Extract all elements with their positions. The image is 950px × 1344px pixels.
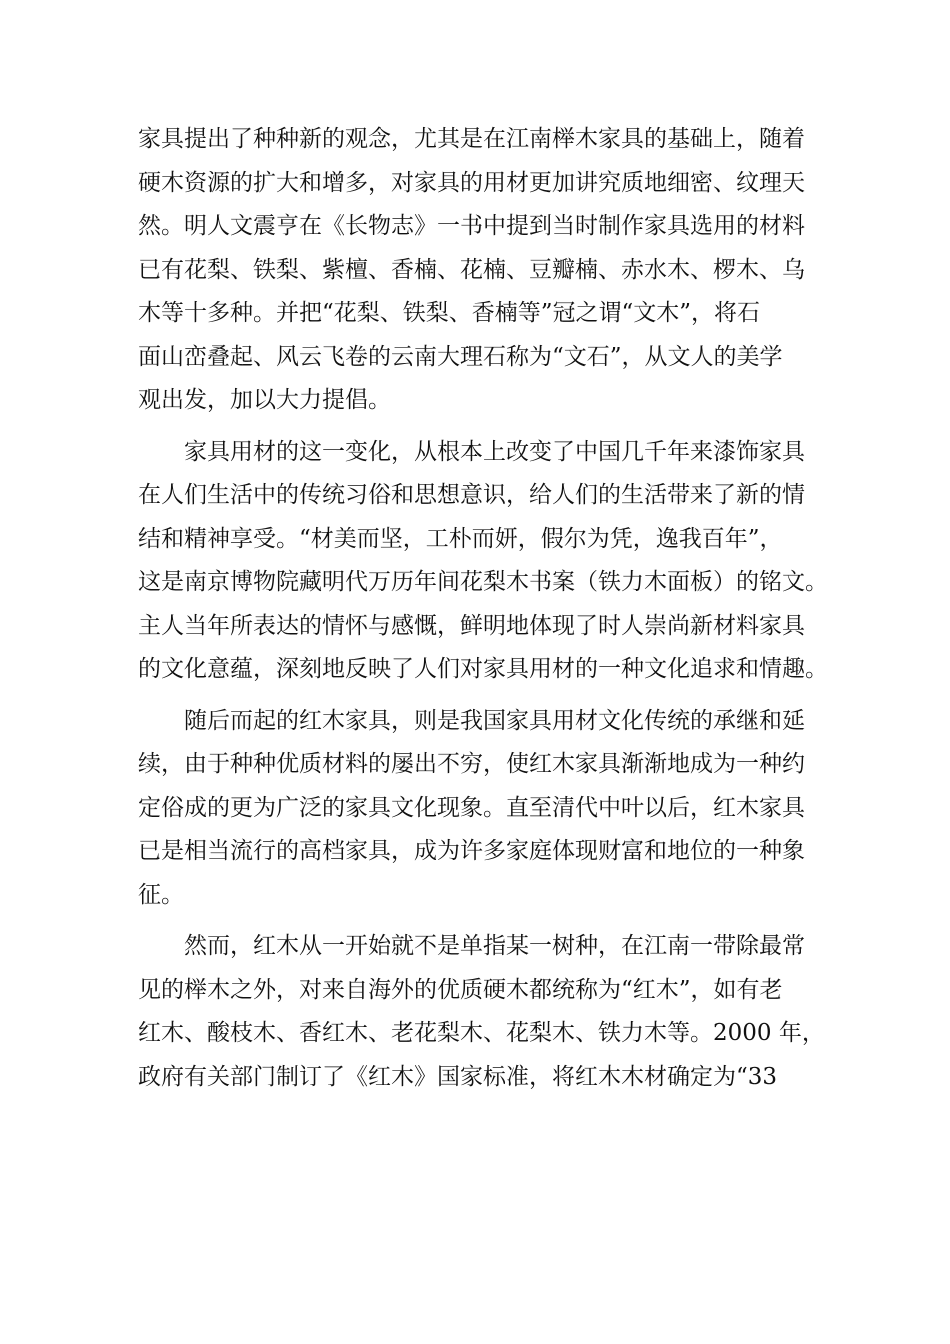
paragraph-3 [138,700,838,918]
paragraph-spacer [138,917,838,925]
text-line: 已有花梨、铁梨、紫檀、香楠、花楠、豆瓣楠、赤水木、椤木、乌 [138,256,805,283]
paragraph-2 [138,431,838,692]
text-line: 随后而起的红木家具，则是我国家具用材文化传统的承继和延 [184,707,805,734]
text-line: 征。 [138,881,184,908]
text-line: 家具用材的这一变化，从根本上改变了中国几千年来漆饰家具 [184,438,805,465]
text-line: 主人当年所表达的情怀与感慨，鲜明地体现了时人崇尚新材料家具 [138,612,805,639]
text-line: 定俗成的更为广泛的家具文化现象。直至清代中叶以后，红木家具 [138,794,805,821]
text-line: 红木、酸枝木、香红木、老花梨木、花梨木、铁力木等。2000 年， [138,1020,825,1046]
text-line: 然。明人文震亨在《长物志》一书中提到当时制作家具选用的材料 [138,213,805,239]
text-line: 然而，红木从一开始就不是单指某一树种，在江南一带除最常 [184,933,805,959]
text-line: 这是南京博物院藏明代万历年间花梨木书案（铁力木面板）的铭文。 [138,569,828,595]
text-line: 面山峦叠起、风云飞卷的云南大理石称为“文石”，从文人的美学 [138,343,783,370]
paragraph-spacer [138,692,838,700]
text-line: 木等十多种。并把“花梨、铁梨、香楠等”冠之谓“文木”，将石 [138,300,761,326]
text-line: 在人们生活中的传统习俗和思想意识，给人们的生活带来了新的情 [138,482,805,508]
text-line: 结和精神享受。“材美而坚，工朴而妍，假尔为凭，逸我百年”， [138,525,783,552]
text-line: 见的榉木之外，对来自海外的优质硬木都统称为“红木”，如有老 [138,976,783,1003]
text-line: 续，由于种种优质材料的屡出不穷，使红木家具渐渐地成为一种约 [138,751,805,777]
text-line: 观出发，加以大力提倡。 [138,387,391,413]
document-body [138,118,838,1099]
text-line: 硬木资源的扩大和增多，对家具的用材更加讲究质地细密、纹理天 [138,169,805,196]
paragraph-1 [138,118,838,423]
text-line: 家具提出了种种新的观念，尤其是在江南榉木家具的基础上，随着 [138,126,805,152]
text-line: 政府有关部门制订了《红木》国家标准，将红木木材确定为“33 [138,1063,778,1090]
paragraph-4 [138,925,838,1099]
text-line: 已是相当流行的高档家具，成为许多家庭体现财富和地位的一种象 [138,838,805,864]
paragraph-spacer [138,423,838,431]
text-line: 的文化意蕴，深刻地反映了人们对家具用材的一种文化追求和情趣。 [138,656,828,682]
